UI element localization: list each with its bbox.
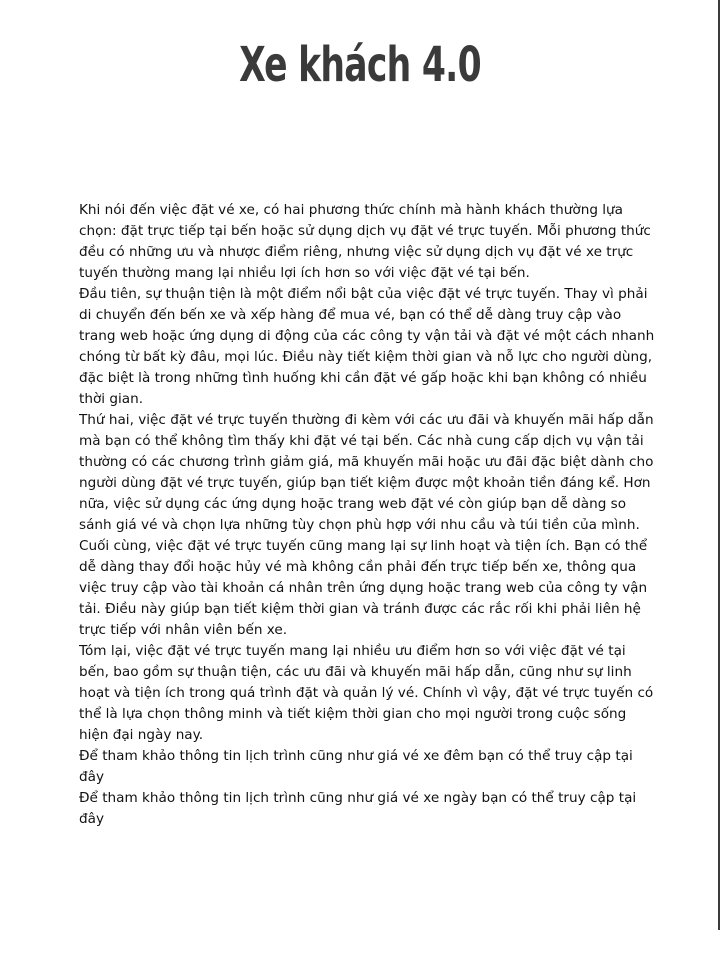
article-paragraph-intro: Khi nói đến việc đặt vé xe, có hai phương thức chính mà hành khách thường lựa chọn: đặt trực tiếp tại bến hoặc sử dụng dịch vụ đặt vé trực tuyến. Mỗi phương thức đều có những ưu và nhược điểm riêng, nhưng việc sử dụng dịch vụ đặt vé xe trực tuyến thường mang lại nhiều lợi ích hơn so với việc đặt vé tại bến. [79, 202, 651, 281]
article-paragraph-convenience: Đầu tiên, sự thuận tiện là một điểm nổi bật của việc đặt vé trực tuyến. Thay vì phải di chuyển đến bến xe và xếp hàng để mua vé, bạn có thể dễ dàng truy cập vào trang web hoặc ứng dụng di động của các công ty vận tải và đặt vé một cách nhanh chóng từ bất kỳ đâu, mọi lúc. Điều này tiết kiệm thời gian và nỗ lực cho người dùng, đặc biệt là trong những tình huống khi cần đặt vé gấp hoặc khi bạn không có nhiều thời gian. [79, 286, 655, 407]
article-paragraph-summary: Tóm lại, việc đặt vé trực tuyến mang lại nhiều ưu điểm hơn so với việc đặt vé tại bến, bao gồm sự thuận tiện, các ưu đãi và khuyến mãi hấp dẫn, cũng như sự linh hoạt và tiện ích trong quá trình đặt và quản lý vé. Chính vì vậy, đặt vé trực tuyến có thể là lựa chọn thông minh và tiết kiệm thời gian cho mọi người trong cuộc sống hiện đại ngày nay. [79, 643, 654, 743]
night-bus-reference-text: Để tham khảo thông tin lịch trình cũng như giá vé xe đêm bạn có thể truy cập tại đây [79, 748, 633, 785]
day-bus-reference-text: Để tham khảo thông tin lịch trình cũng như giá vé xe ngày bạn có thể truy cập tại đây [79, 790, 637, 827]
article-paragraph-flexibility: Cuối cùng, việc đặt vé trực tuyến cũng mang lại sự linh hoạt và tiện ích. Bạn có thể dễ dàng thay đổi hoặc hủy vé mà không cần phải đến trực tiếp bến xe, thông qua việc truy cập vào tài khoản cá nhân trên ứng dụng hoặc trang web của công ty vận tải. Điều này giúp bạn tiết kiệm thời gian và tránh được các rắc rối khi phải liên hệ trực tiếp với nhân viên bến xe. [79, 538, 648, 638]
article-paragraph-promotions: Thứ hai, việc đặt vé trực tuyến thường đi kèm với các ưu đãi và khuyến mãi hấp dẫn mà bạn có thể không tìm thấy khi đặt vé tại bến. Các nhà cung cấp dịch vụ vận tải thường có các chương trình giảm giá, mã khuyến mãi hoặc ưu đãi đặc biệt dành cho người dùng đặt vé trực tuyến, giúp bạn tiết kiệm được một khoản tiền đáng kể. Hơn nữa, việc sử dụng các ứng dụng hoặc trang web đặt vé còn giúp bạn dễ dàng so sánh giá vé và chọn lựa những tùy chọn phù hợp với nhu cầu và túi tiền của mình. [79, 412, 654, 533]
article-body [79, 200, 657, 830]
page-title: Xe khách 4.0 [239, 37, 481, 93]
